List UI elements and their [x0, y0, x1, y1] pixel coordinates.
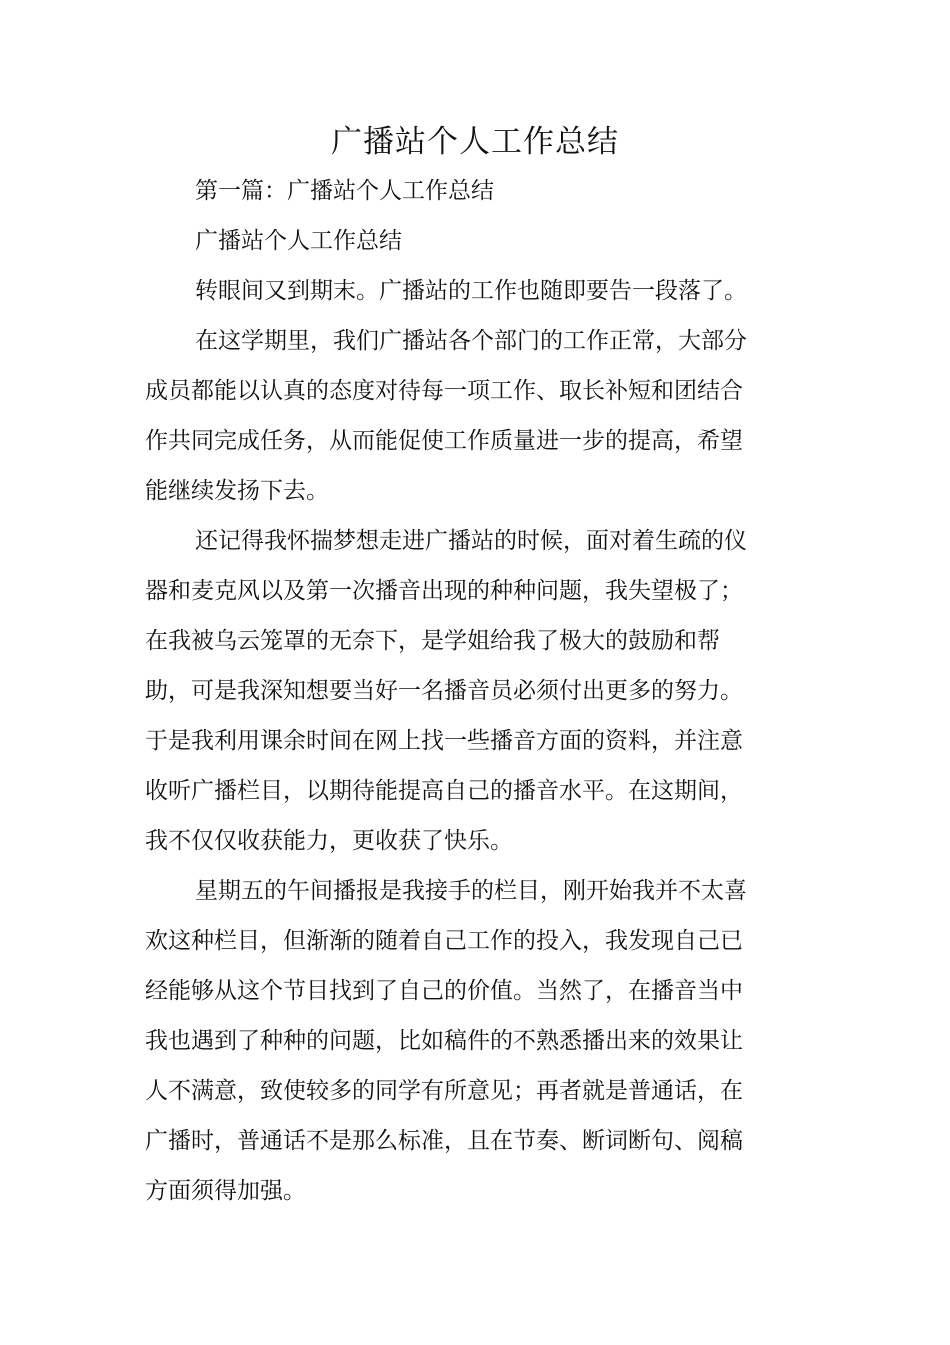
paragraph-line: 星期五的午间播报是我接手的栏目，刚开始我并不太喜 — [195, 878, 747, 904]
document-title: 广播站个人工作总结 — [331, 124, 619, 160]
paragraph-line: 于是我利用课余时间在网上找一些播音方面的资料，并注意 — [145, 728, 743, 754]
paragraph-line: 收听广播栏目，以期待能提高自己的播音水平。在这期间， — [145, 778, 743, 804]
paragraph-line: 还记得我怀揣梦想走进广播站的时候，面对着生疏的仪 — [195, 528, 747, 554]
paragraph-line: 方面须得加强。 — [145, 1178, 306, 1204]
paragraph-line: 器和麦克风以及第一次播音出现的种种问题，我失望极了； — [145, 578, 743, 604]
paragraph-line: 经能够从这个节目找到了自己的价值。当然了，在播音当中 — [145, 978, 743, 1004]
subheading: 广播站个人工作总结 — [195, 228, 402, 254]
paragraph-line: 我不仅仅收获能力，更收获了快乐。 — [145, 828, 513, 854]
paragraph-line: 作共同完成任务，从而能促使工作质量进一步的提高，希望 — [145, 428, 743, 454]
paragraph-line: 能继续发扬下去。 — [145, 478, 329, 504]
paragraph-line: 广播时，普通话不是那么标准，且在节奏、断词断句、阅稿 — [145, 1128, 743, 1154]
paragraph-line: 我也遇到了种种的问题，比如稿件的不熟悉播出来的效果让 — [145, 1028, 743, 1054]
paragraph-line: 人不满意，致使较多的同学有所意见；再者就是普通话，在 — [145, 1078, 743, 1104]
paragraph-line: 助，可是我深知想要当好一名播音员必须付出更多的努力。 — [145, 678, 743, 704]
paragraph-line: 欢这种栏目，但渐渐的随着自己工作的投入，我发现自己已 — [145, 928, 743, 954]
paragraph-line: 转眼间又到期末。广播站的工作也随即要告一段落了。 — [195, 278, 747, 304]
paragraph-line: 在我被乌云笼罩的无奈下，是学姐给我了极大的鼓励和帮 — [145, 628, 720, 654]
paragraph-line: 在这学期里，我们广播站各个部门的工作正常，大部分 — [195, 328, 747, 354]
paragraph-line: 成员都能以认真的态度对待每一项工作、取长补短和团结合 — [145, 378, 743, 404]
section-heading: 第一篇：广播站个人工作总结 — [195, 178, 494, 204]
